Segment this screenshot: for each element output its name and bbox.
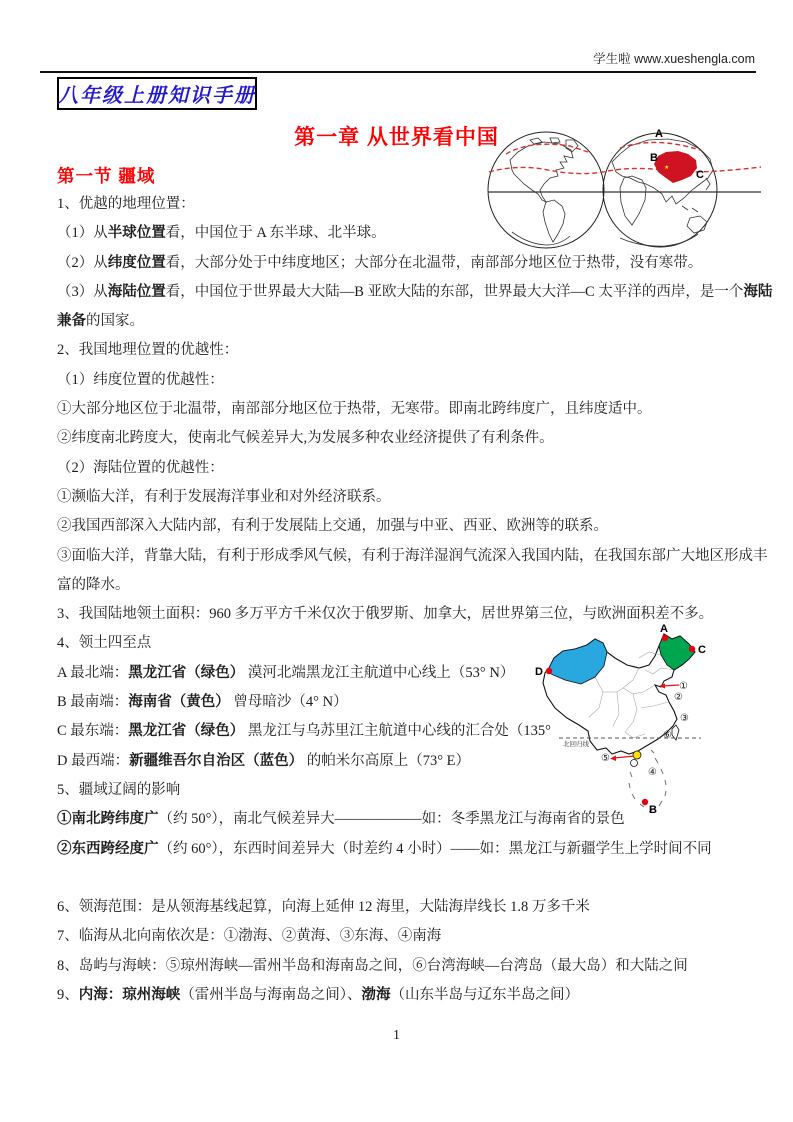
- text-segment: 兼备: [57, 313, 86, 330]
- strait-num-5: ⑤: [601, 753, 610, 764]
- text-segment: 看，大部分处于中纬度地区；大部分在北温带，南部部分地区位于热带，没有寒带。: [165, 254, 703, 271]
- text-segment: ②我国西部深入大陆内部，有利于发展陆上交通，加强与中亚、西亚、欧洲等的联系。: [57, 518, 608, 535]
- strait-num-6: ⑥: [663, 730, 672, 741]
- text-segment: 漠河北端黑龙江主航道中心线上（53° N）: [244, 664, 515, 681]
- text-line: [57, 571, 769, 600]
- china-red-region: [654, 151, 697, 183]
- chapter-title: 第一章 从世界看中国: [294, 126, 499, 149]
- text-segment: 海陆位置: [107, 283, 166, 300]
- text-line: [57, 629, 769, 658]
- text-line: [57, 864, 769, 893]
- text-segment: 看，中国位于 A 东半球、北半球。: [165, 225, 386, 242]
- text-segment: 7、临海从北向南依次是：①渤海、②黄海、③东海、④南海: [57, 928, 442, 945]
- text-segment: （2）从: [57, 254, 108, 271]
- text-line: [57, 776, 769, 805]
- text-segment: 黑龙江省（绿色）: [128, 723, 245, 740]
- text-segment: 的帕米尔高原上（73° E）: [303, 752, 471, 769]
- text-line: [57, 278, 773, 307]
- text-line: [57, 395, 769, 424]
- text-segment: 海陆: [743, 283, 773, 300]
- text-segment: ③面临大洋，背靠大陆，有利于形成季风气候，有利于海洋湿润气流深入我国内陆，在我国东部广大地区形成丰: [57, 547, 768, 564]
- text-segment: 6、领海范围：是从领海基线起算，向海上延伸 12 海里，大陆海岸线长 1.8 万多千米: [57, 899, 590, 916]
- text-segment: ①大部分地区位于北温带，南部部分地区位于热带，无寒带。即南北跨纬度广，且纬度适中。: [57, 401, 652, 418]
- text-segment: （1）从: [57, 225, 108, 242]
- china-label-a: A: [660, 623, 668, 635]
- text-line: [57, 922, 769, 951]
- text-segment: （雷州半岛与海南岛之间）、: [180, 987, 362, 1004]
- text-segment: ②纬度南北跨度大，使南北气候差异大,为发展多种农业经济提供了有利条件。: [57, 430, 554, 447]
- text-line: [57, 835, 769, 864]
- text-segment: 1、优越的地理位置：: [57, 196, 195, 212]
- text-segment: 内海：琼州海峡: [78, 987, 181, 1004]
- text-segment: 4、领土四至点: [57, 635, 152, 652]
- text-line: [57, 336, 769, 365]
- tropic-of-cancer-label: 北回归线: [563, 741, 589, 748]
- text-segment: 海南省（黄色）: [128, 694, 230, 711]
- text-segment: 8、岛屿与海峡：⑤琼州海峡—雷州半岛和海南岛之间，⑥台湾海峡—台湾岛（最大岛）和大陆之间: [57, 957, 688, 974]
- china-label-d: D: [535, 666, 543, 678]
- text-segment: 黑龙江与乌苏里江主航道中心线的汇合处（135°: [244, 723, 551, 740]
- text-segment: 富的降水。: [57, 576, 130, 593]
- text-segment: ①濒临大洋，有利于发展海洋事业和对外经济联系。: [57, 488, 391, 505]
- text-segment: （约 50°），南北气候差异大——————如：冬季黑龙江与海南省的景色: [158, 811, 625, 828]
- text-segment: C 最东端：: [57, 723, 129, 740]
- text-line: [57, 688, 769, 717]
- china-label-c: C: [698, 644, 706, 656]
- site-credit: 学生啦 www.xueshengla.com: [593, 52, 755, 66]
- text-line: [57, 483, 769, 512]
- sea-num-3: ③: [680, 713, 689, 724]
- text-line: [57, 307, 769, 336]
- text-segment: ①南北跨纬度广: [57, 811, 159, 828]
- text-segment: 9、: [57, 987, 79, 1004]
- text-line: [57, 952, 769, 981]
- text-segment: （3）从: [57, 283, 108, 300]
- text-line: [57, 717, 769, 746]
- page-number: 1: [393, 1027, 400, 1042]
- text-line: [57, 366, 769, 395]
- text-line: [57, 542, 769, 571]
- text-segment: 曾母暗沙（4° N）: [229, 694, 348, 711]
- text-line: [57, 424, 769, 453]
- text-line: [57, 454, 769, 483]
- sea-num-1: ①: [679, 681, 688, 692]
- text-segment: 纬度位置: [107, 254, 166, 271]
- text-segment: （1）纬度位置的优越性：: [57, 371, 224, 388]
- header-rule: [40, 71, 756, 73]
- text-line: [57, 190, 769, 219]
- world-label-b: B: [650, 152, 658, 164]
- text-line: [57, 600, 769, 629]
- body-text: [57, 190, 773, 1010]
- text-segment: ②东西跨经度广: [57, 840, 159, 857]
- text-segment: 5、疆域辽阔的影响: [57, 781, 181, 798]
- text-segment: B 最南端：: [57, 694, 129, 711]
- text-segment: D 最西端：: [57, 752, 130, 769]
- text-segment: （约 60°），东西时间差异大（时差约 4 小时）——如：黑龙江与新疆学生上学时间不同: [158, 840, 712, 857]
- text-line: [57, 512, 769, 541]
- text-line: [57, 981, 769, 1010]
- text-line: [57, 893, 769, 922]
- text-line: [57, 219, 769, 248]
- sea-num-2: ②: [674, 692, 683, 703]
- text-segment: 的国家。: [86, 313, 144, 330]
- text-segment: 看，中国位于世界最大大陆—B 亚欧大陆的东部，世界最大大洋—C 太平洋的西岸，是一个: [165, 283, 744, 300]
- text-segment: A 最北端：: [57, 664, 129, 681]
- text-segment: 新疆维吾尔自治区（蓝色）: [129, 752, 304, 769]
- world-label-c: C: [696, 169, 704, 181]
- text-segment: 2、我国地理位置的优越性：: [57, 342, 239, 359]
- world-label-a: A: [655, 128, 663, 140]
- sea-num-4: ④: [648, 767, 657, 778]
- china-label-b: B: [649, 804, 657, 816]
- section-title: 第一节 疆域: [57, 166, 156, 186]
- text-segment: 黑龙江省（绿色）: [128, 664, 245, 681]
- text-line: [57, 249, 769, 278]
- text-line: [57, 747, 769, 776]
- latitude-dashed-lines: [489, 142, 761, 173]
- text-segment: 半球位置: [107, 225, 166, 242]
- booklet-title-box: [57, 77, 257, 110]
- text-segment: （山东半岛与辽东半岛之间）: [390, 987, 579, 1004]
- text-segment: 3、我国陆地领土面积：960 多万平方千米仅次于俄罗斯、加拿大，居世界第三位，与欧洲面积差不多。: [57, 606, 714, 623]
- text-segment: （2）海陆位置的优越性：: [57, 459, 224, 476]
- text-segment: 渤海: [361, 987, 391, 1004]
- booklet-title: 八年级上册知识手册: [58, 83, 256, 107]
- china-star-icon: ★: [664, 165, 670, 171]
- text-line: [57, 659, 769, 688]
- text-line: [57, 805, 769, 834]
